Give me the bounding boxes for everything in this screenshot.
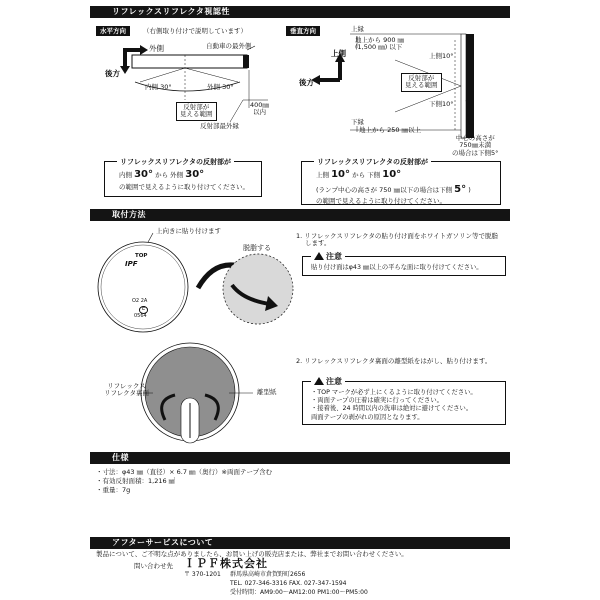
back-side-label: リフレックス リフレクタ裏面 <box>104 382 149 398</box>
company-name: ＩＰＦ株式会社 <box>184 557 268 570</box>
disc-brand-logo: IPF <box>125 260 138 268</box>
company-address: 群馬県高崎市倉賀野町2656 <box>230 571 306 578</box>
horizontal-requirement-line1: 内側 30° から 外側 30° <box>119 169 205 180</box>
step2-text: 2. リフレックスリフレクタ裏面の離型紙をはがし、貼り付けます。 <box>296 357 492 365</box>
step1-text: 1. リフレックスリフレクタの貼り付け面をホワイトガソリン等で脱脂 します。 <box>296 232 498 248</box>
business-hours: 受付時間：AM9:00〜AM12:00 PM1:00〜PM5:00 <box>230 589 368 596</box>
section-bar-specs: 仕様 <box>90 452 510 464</box>
horizontal-note: （右側取り付けで説明しています） <box>143 27 247 35</box>
vertical-rear-label: 後方 <box>299 78 314 87</box>
caution-box-1: 注意 貼り付け面はφ43 ㎜以上の平らな面に取り付けてください。 <box>302 256 506 276</box>
section-bar-mounting: 取付方法 <box>90 209 510 221</box>
vertical-requirement-line2: (ランプ中心の高さが 750 ㎜以下の場合は下側 5° ) <box>316 183 471 195</box>
center-note: 中心の高さが 750㎜未満 の場合は下側5° <box>452 134 499 157</box>
section-bar-aftersales: アフターサービスについて <box>90 537 510 549</box>
lower-edge-label: 下縁 <box>351 118 364 126</box>
up-label: 上側 <box>331 49 346 58</box>
upper-height-label: 地上から 900 ㎜ (1,500 ㎜) 以下 <box>355 36 405 52</box>
horizontal-tag: 水平方向 <box>96 26 130 36</box>
specs-list: ・寸法：φ43 ㎜（直径）× 6.7 ㎜（奥行）※両面テープ含む ・有効反射面積：1,216 ㎟ ・重量：7g <box>96 468 273 495</box>
section-title: リフレックスリフレクタ視認性 <box>112 7 230 16</box>
disc-code1: O2 2A <box>132 298 148 304</box>
disc-top-mark: TOP <box>135 253 148 259</box>
horizontal-visible-range: 反射部が 見える範囲 <box>176 102 217 121</box>
lower-angle-label: 下側10° <box>429 100 454 108</box>
rear-label: 後方 <box>105 69 120 78</box>
contact-label: 問い合わせ先 <box>134 562 173 570</box>
reflector-edge-label: 反射部最外縁 <box>200 122 239 130</box>
peel-caption: 脱脂する <box>243 244 271 252</box>
release-paper-label: 離型紙 <box>257 388 277 396</box>
outer-label: 外側 <box>149 44 164 53</box>
upper-edge-label: 上縁 <box>351 25 364 33</box>
warning-icon <box>314 377 324 385</box>
postal-code: 〒 370-1201 <box>184 571 221 578</box>
vertical-visible-range: 反射部が 見える範囲 <box>401 73 442 92</box>
disc-e-mark: E <box>139 306 148 314</box>
lower-height-label: 地上から 250 ㎜以上 <box>359 126 422 134</box>
upper-angle-label: 上側10° <box>429 52 454 60</box>
aftersales-intro: 製品について、ご不明な点がありましたら、お買い上げの販売店または、弊社までお問い合わせください。 <box>96 550 408 558</box>
caution-box-2: 注意 ・TOP マークが必ず上にくるように取り付けてください。 ・両面テープの圧着は確実に行ってください。 ・接着後、24 時間以内の洗車は絶対に避けてください。 両面テープの剥がれの原因となります。 <box>302 381 506 425</box>
distance-label: 400㎜ 以内 <box>250 101 269 117</box>
vertical-tag: 垂直方向 <box>286 26 320 36</box>
vehicle-edge-label: 自動車の最外側 <box>206 42 252 50</box>
vertical-requirement-line1: 上側 10° から 下側 10° <box>316 169 402 180</box>
top-caption: 上向きに貼り付けます <box>156 227 221 235</box>
outer-angle-label: 外側 30° <box>207 83 234 91</box>
vertical-requirement-box: リフレックスリフレクタの反射部が 上側 10° から 下側 10° (ランプ中心の高さが 750 ㎜以下の場合は下側 5° ) の範囲で見えるように取り付けてください。 <box>301 161 501 205</box>
disc-code2: 0564 <box>134 313 147 319</box>
inner-angle-label: 内側 30° <box>145 83 172 91</box>
horizontal-requirement-box: リフレックスリフレクタの反射部が 内側 30° から 外側 30° の範囲で見えるように取り付けてください。 <box>104 161 262 197</box>
company-phone: TEL. 027-346-3316 FAX. 027-347-1594 <box>230 580 347 587</box>
